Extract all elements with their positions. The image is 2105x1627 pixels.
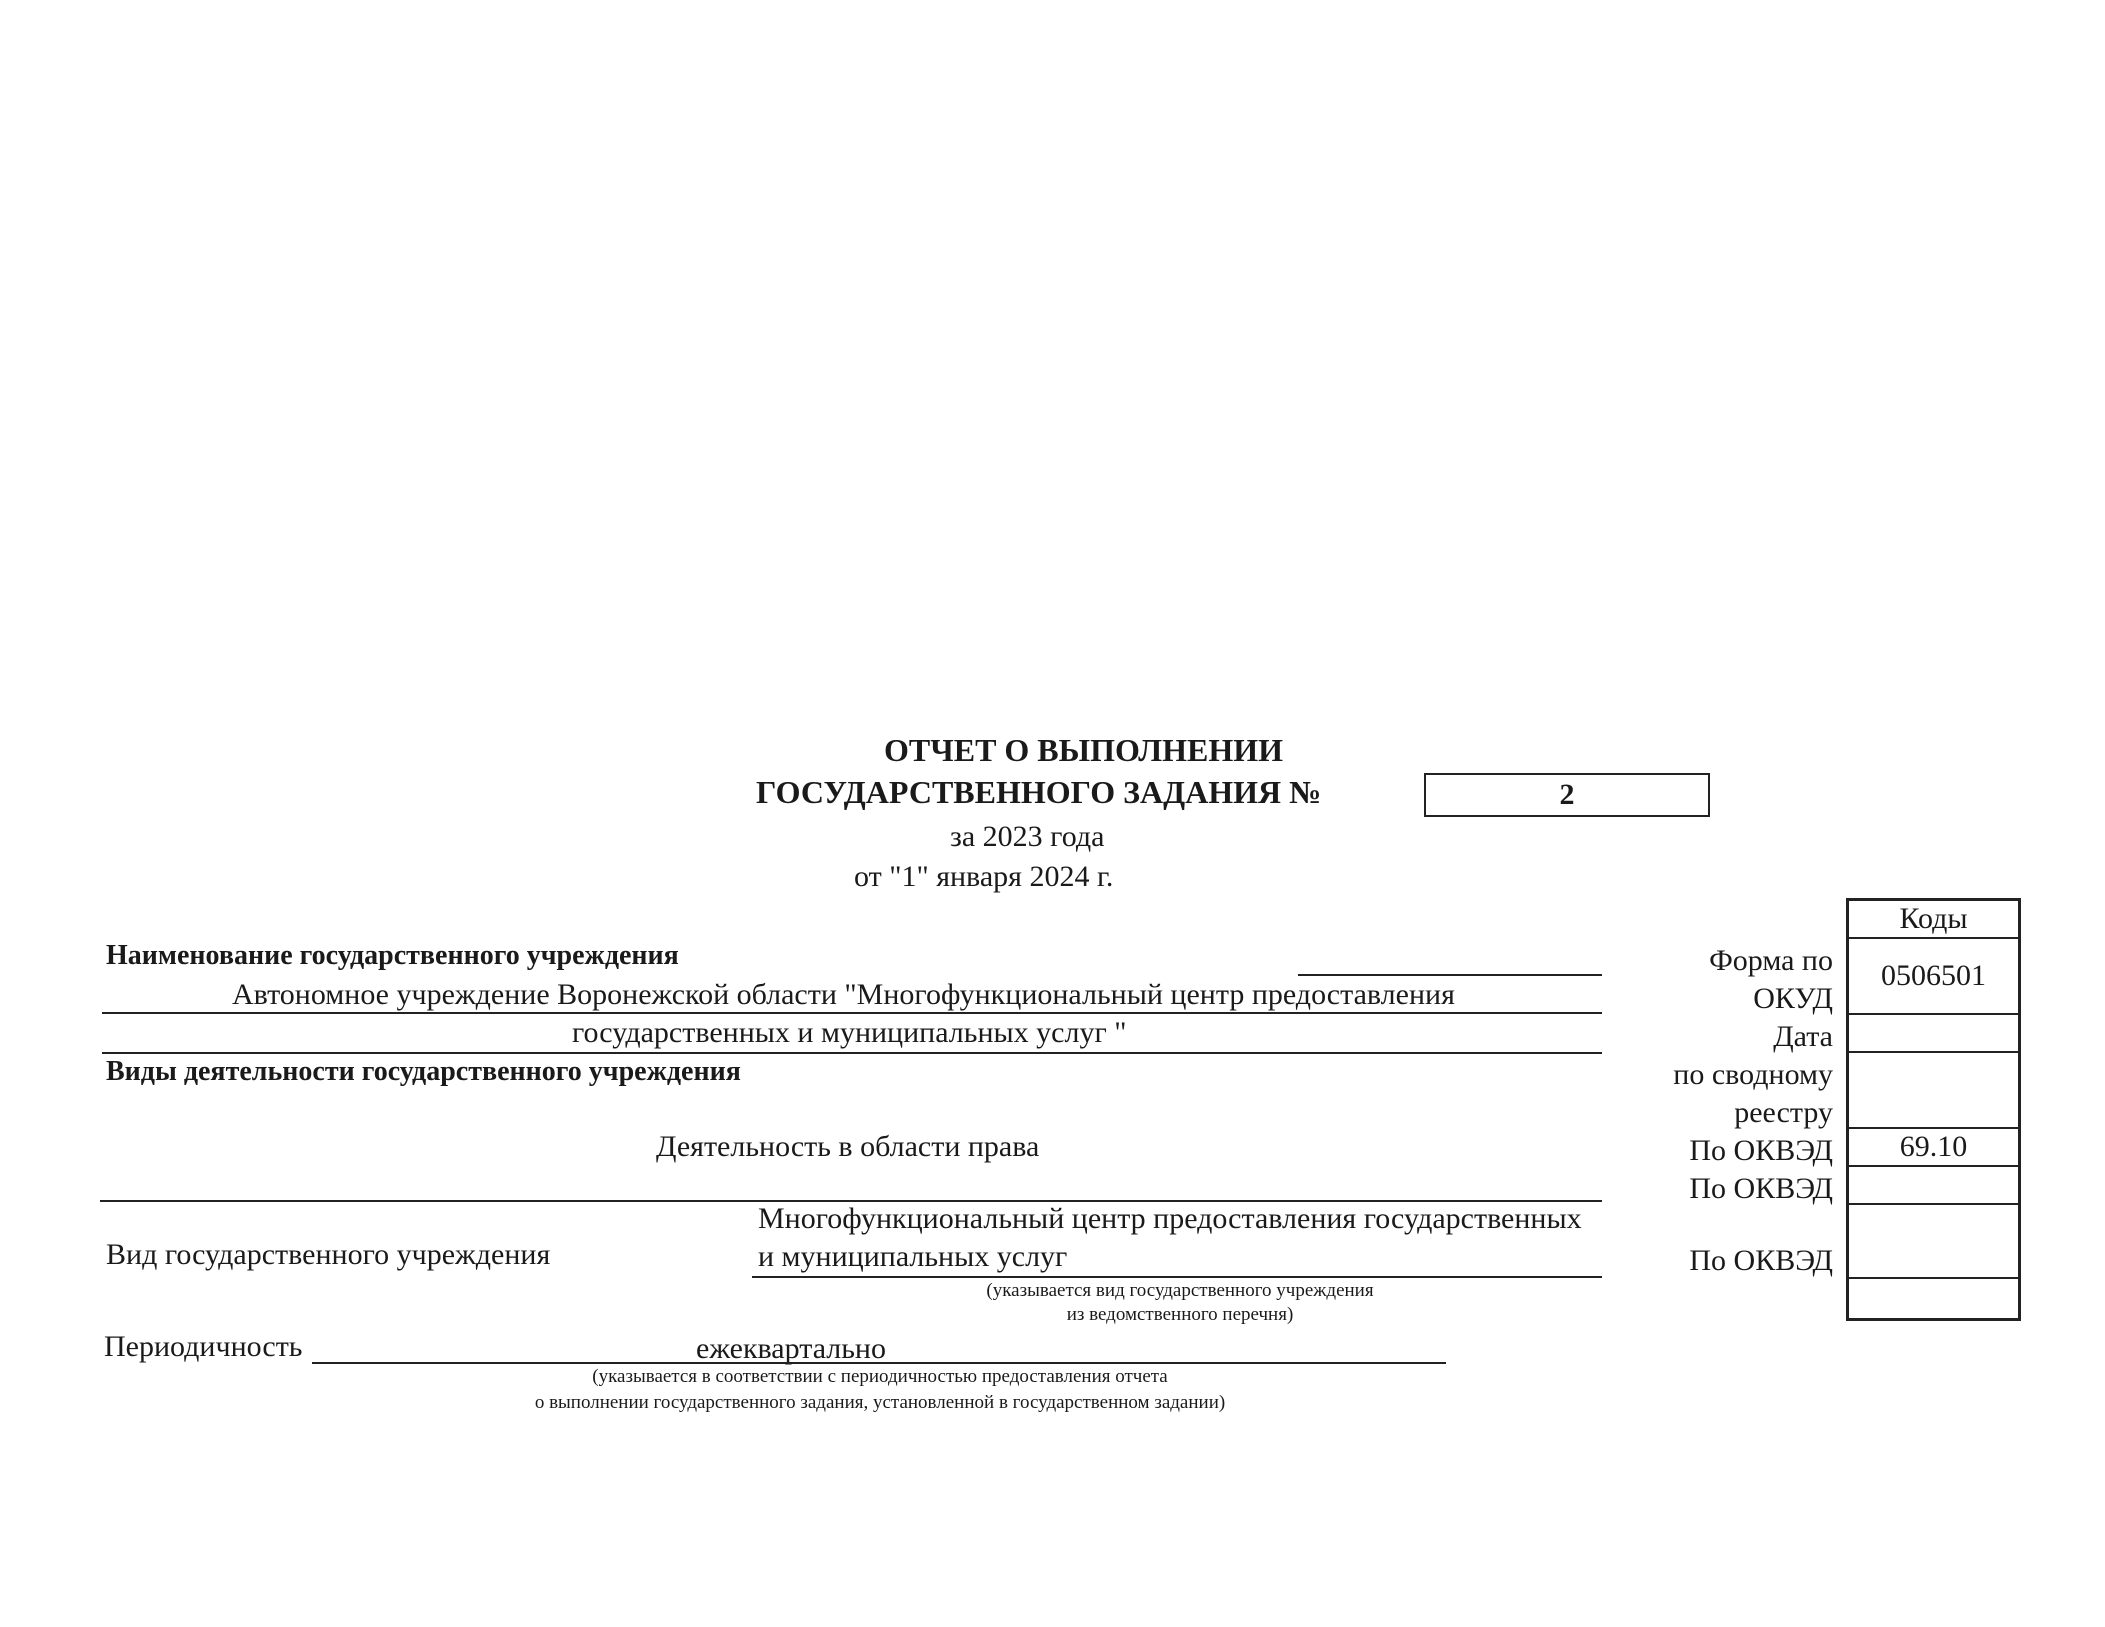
code-empty [1849,1279,2018,1317]
type-label: Вид государственного учреждения [106,1238,551,1271]
label-registry-1: по сводному [1673,1058,1833,1091]
report-period: за 2023 года [950,820,1105,853]
name-underline-2 [102,1052,1602,1054]
name-underline-1 [102,1012,1602,1014]
periodicity-note-line2: о выполнении государственного задания, установленной в государственном задании) [534,1392,1226,1413]
type-underline [752,1276,1602,1278]
code-okved-1: 69.10 [1849,1129,2018,1167]
institution-name-line1: Автономное учреждение Воронежской области "Многофункциональный центр предоставления [232,978,1455,1011]
report-title-line2: ГОСУДАРСТВЕННОГО ЗАДАНИЯ № [756,774,1322,810]
task-number-field: 2 [1424,773,1710,817]
report-date: от "1" января 2024 г. [854,860,1114,893]
periodicity-value: ежеквартально [696,1332,886,1365]
label-okved-2: По ОКВЭД [1689,1172,1833,1205]
type-value-line1: Многофункциональный центр предоставления государственных [758,1202,1582,1235]
label-registry-2: реестру [1734,1096,1833,1129]
label-forma-po: Форма по [1709,944,1833,977]
type-value-line2: и муниципальных услуг [758,1240,1068,1273]
code-date [1849,1015,2018,1053]
codes-header: Коды [1849,901,2018,939]
label-date: Дата [1773,1020,1833,1053]
code-registry [1849,1053,2018,1129]
periodicity-underline [312,1362,1446,1364]
type-note-line2: из ведомственного перечня) [1066,1304,1294,1325]
name-label-underline [1298,974,1602,976]
type-note-line1: (указывается вид государственного учреждения [986,1280,1374,1301]
activity-label: Виды деятельности государственного учреждения [106,1056,741,1087]
label-okved-1: По ОКВЭД [1689,1134,1833,1167]
periodicity-note-line1: (указывается в соответствии с периодичностью предоставления отчета [592,1366,1168,1387]
report-title-line1: ОТЧЕТ О ВЫПОЛНЕНИИ [884,732,1283,768]
codes-table [1846,898,2021,1321]
code-okud: 0506501 [1849,939,2018,1015]
label-okved-3: По ОКВЭД [1689,1244,1833,1277]
code-okved-3 [1849,1205,2018,1279]
institution-name-label: Наименование государственного учреждения [106,940,679,971]
institution-name-line2: государственных и муниципальных услуг " [572,1016,1127,1049]
label-okud: ОКУД [1753,982,1833,1015]
code-okved-2 [1849,1167,2018,1205]
activity-value: Деятельность в области права [656,1130,1040,1163]
periodicity-label: Периодичность [104,1330,303,1363]
